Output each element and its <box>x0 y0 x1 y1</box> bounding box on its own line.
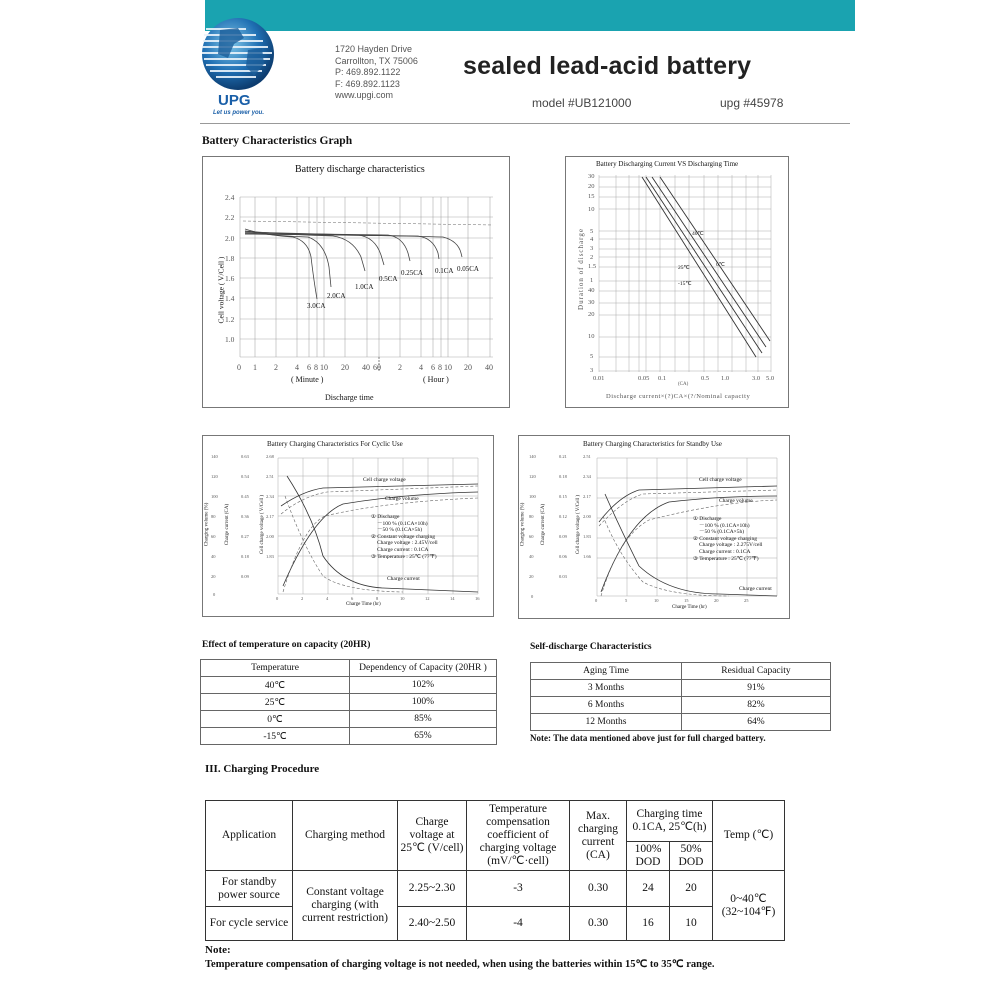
header-divider <box>200 123 850 124</box>
legend-line: －50 % (0.1CA×5h) <box>699 529 745 536</box>
self-discharge-heading: Self-discharge Characteristics <box>530 642 652 652</box>
xtick: 0.01 <box>593 375 605 382</box>
xtick: 2 <box>398 363 402 372</box>
standby-chart-title: Battery Charging Characteristics for Standby Use <box>583 440 722 448</box>
tick-current: 0.63 <box>241 454 249 459</box>
tick-voltage: 1.83 <box>583 534 591 539</box>
table-cell: 0.30 <box>570 871 627 907</box>
tick-current: 0.27 <box>241 534 249 539</box>
xtick: 2 <box>301 596 304 601</box>
legend-line: ① Discharge <box>693 516 722 522</box>
header-accent-bar <box>205 0 855 31</box>
current-time-chart-xlabel: Discharge current×(?)CA×(?/Nominal capacity <box>606 393 751 400</box>
curve-label: 3.0CA <box>307 302 326 310</box>
brand-name: UPG <box>218 92 251 109</box>
table-cell: 0℃ <box>201 711 350 728</box>
voltage-curve-label: Cell charge voltage <box>699 477 742 483</box>
table-row <box>531 714 831 731</box>
table-cell: 82% <box>682 697 831 714</box>
curve-label: 0.05CA <box>457 265 479 273</box>
xtick: 8 <box>314 363 318 372</box>
volume-axis-label: Charging volume (%) <box>520 502 526 547</box>
voltage-axis-label: Cell charge voltage ( V/Cell ) <box>260 494 266 555</box>
ytick: 2.2 <box>225 213 235 222</box>
tick-volume: 100 <box>529 494 536 499</box>
curve-label: 0℃ <box>716 262 725 268</box>
tick-current: 0.18 <box>241 554 249 559</box>
tick-volume: 140 <box>211 454 218 459</box>
cyclic-chart-title: Battery Charging Characteristics For Cyclic Use <box>267 440 403 448</box>
xtick: 12 <box>425 596 430 601</box>
tick-voltage: 2.51 <box>583 454 591 459</box>
legend-line: －50 % (0.1CA×5h) <box>377 527 423 534</box>
standby-chart-legend <box>693 516 762 562</box>
curve-label: 1.0CA <box>355 283 374 291</box>
tick-volume: 0 <box>213 592 216 597</box>
hour-axis-label: ( Hour ) <box>423 375 449 384</box>
table-cell: 25℃ <box>201 694 350 711</box>
table-header: 50% DOD <box>670 842 713 871</box>
voltage-curve-label: Cell charge voltage <box>363 477 406 483</box>
address-block <box>335 44 418 102</box>
xtick: 0 <box>595 598 598 603</box>
charging-procedure-table <box>205 800 785 941</box>
table-header: Temperature <box>201 660 350 677</box>
ytick: 20 <box>588 311 595 318</box>
tick-volume: 60 <box>529 534 534 539</box>
standby-chart-xlabel: Charge Time (hr) <box>672 605 707 610</box>
table-cell: 16 <box>627 907 670 941</box>
xtick: 4 <box>326 596 329 601</box>
table-header: Charging time 0.1CA, 25℃(h) <box>627 801 713 842</box>
address-line: 1720 Hayden Drive <box>335 44 413 54</box>
table-cell: -3 <box>467 871 570 907</box>
tick-current: 0.15 <box>559 494 567 499</box>
curve-label: 0.1CA <box>435 267 454 275</box>
table-cell: 10 <box>670 907 713 941</box>
table-header: Charge voltage at 25℃ (V/cell) <box>398 801 467 871</box>
table-header: Application <box>206 801 293 871</box>
tick-volume: 100 <box>211 494 218 499</box>
xtick: 20 <box>714 598 719 603</box>
model-number: model #UB121000 <box>532 96 632 110</box>
tick-current: 0.18 <box>559 474 567 479</box>
table-cell: 40℃ <box>201 677 350 694</box>
table-row <box>201 677 497 694</box>
table-cell: 0.30 <box>570 907 627 941</box>
curve-label: 25℃ <box>678 265 690 271</box>
document-title: sealed lead-acid battery <box>463 52 752 80</box>
current-curve-label: Charge current <box>739 586 772 592</box>
current-axis-label: Charge current (CA) <box>541 503 547 546</box>
xtick: 0.5 <box>701 375 710 382</box>
tick-voltage: 2.68 <box>266 454 274 459</box>
xtick: 10 <box>654 598 659 603</box>
tick-volume: 40 <box>211 554 216 559</box>
cyclic-chart-xlabel: Charge Time (hr) <box>346 602 381 607</box>
xtick: 3.0 <box>752 375 761 382</box>
xtick: 0.1 <box>658 375 667 382</box>
ytick: 2.4 <box>225 193 235 202</box>
xtick: 16 <box>475 596 480 601</box>
temp-capacity-heading: Effect of temperature on capacity (20HR) <box>202 640 371 650</box>
phone-line: P: 469.892.1122 <box>335 67 401 77</box>
brand-tagline: Let us power you. <box>213 110 265 116</box>
current-time-chart-title: Battery Discharging Current VS Discharging Time <box>596 160 739 168</box>
legend-line: Charge current : 0.1CA <box>699 548 751 555</box>
legend-line: Charge current : 0.1CA <box>377 546 429 553</box>
table-cell: -4 <box>467 907 570 941</box>
curve-label: -15℃ <box>678 281 692 287</box>
website-link[interactable]: www.upgi.com <box>335 90 394 100</box>
table-header: Temp (℃) <box>713 801 785 871</box>
xtick: 1.0 <box>721 375 730 382</box>
tick-voltage: 2.34 <box>266 494 274 499</box>
legend-line: ② Constant voltage charging <box>371 533 435 540</box>
table-header: Temperature compensation coefficient of charging voltage (mV/℃·cell) <box>467 801 570 871</box>
table-row <box>201 711 497 728</box>
standby-charging-chart <box>518 435 790 619</box>
tick-voltage: 2.17 <box>583 494 591 499</box>
current-time-chart <box>565 156 789 408</box>
xtick: 0 <box>276 596 279 601</box>
tick-current: 0.36 <box>241 514 249 519</box>
table-header-row <box>201 660 497 677</box>
tick-current: 0.21 <box>559 454 567 459</box>
ytick: 3 <box>590 245 594 252</box>
xtick: 2 <box>274 363 278 372</box>
table-row <box>206 907 785 941</box>
ytick: 4 <box>590 236 594 243</box>
globe-logo <box>198 14 278 94</box>
ytick: 2.0 <box>225 234 235 243</box>
charging-procedure-heading: III. Charging Procedure <box>205 763 320 775</box>
ytick: 40 <box>588 287 595 294</box>
table-header: Dependency of Capacity (20HR ) <box>350 660 497 677</box>
table-row <box>201 694 497 711</box>
tick-volume: 60 <box>211 534 216 539</box>
ytick: 1.4 <box>225 294 235 303</box>
table-cell: 65% <box>350 728 497 745</box>
discharge-chart-title: Battery discharge characteristics <box>295 164 425 175</box>
xtick: 20 <box>464 363 472 372</box>
charging-note-label: Note: <box>205 944 231 956</box>
tick-voltage: 2.51 <box>266 474 274 479</box>
xtick: 40 <box>485 363 493 372</box>
curve-label: 0.25CA <box>401 269 423 277</box>
tick-voltage: 2.00 <box>266 534 274 539</box>
table-cell: 102% <box>350 677 497 694</box>
charging-note-text: Temperature compensation of charging voltage is not needed, when using the batteries within 15℃ to 35℃ range. <box>205 959 715 970</box>
tick-voltage: 2.17 <box>266 514 274 519</box>
table-cell: 0~40℃ (32~104℉) <box>713 871 785 941</box>
current-axis-label: Charge current (CA) <box>225 503 231 546</box>
tick-volume: 20 <box>211 574 216 579</box>
tick-volume: 120 <box>211 474 218 479</box>
ytick: 1.5 <box>588 263 597 270</box>
xtick: 10 <box>400 596 405 601</box>
table-header: Charging method <box>293 801 398 871</box>
volume-axis-label: Charging volume (%) <box>204 502 210 547</box>
xtick: 15 <box>684 598 689 603</box>
xtick: 60 <box>373 363 381 372</box>
tick-volume: 40 <box>529 554 534 559</box>
table-cell: 85% <box>350 711 497 728</box>
table-cell: 91% <box>682 680 831 697</box>
xtick: 14 <box>450 596 455 601</box>
tick-voltage: 2.00 <box>583 514 591 519</box>
ytick: 15 <box>588 193 595 200</box>
tick-volume: 20 <box>529 574 534 579</box>
table-cell: For standby power source <box>206 871 293 907</box>
table-row <box>531 680 831 697</box>
table-cell: 3 Months <box>531 680 682 697</box>
tick-voltage: 1.83 <box>266 554 274 559</box>
table-cell: Constant voltage charging (with current restriction) <box>293 871 398 941</box>
ytick: 30 <box>588 173 595 180</box>
xtick: 4 <box>295 363 299 372</box>
xtick: 0 <box>237 363 241 372</box>
x-unit: (CA) <box>678 382 689 387</box>
xtick: 10 <box>444 363 452 372</box>
table-cell: 100% <box>350 694 497 711</box>
xtick: 20 <box>341 363 349 372</box>
legend-line: ② Constant voltage charging <box>693 535 757 542</box>
table-cell: 2.25~2.30 <box>398 871 467 907</box>
legend-line: Charge voltage : 2.275V/cell <box>699 542 763 549</box>
legend-line: －100 % (0.1CA×10h) <box>699 522 750 529</box>
curve-label: 2.0CA <box>327 292 346 300</box>
xtick: 6 <box>431 363 435 372</box>
legend-line: ③ Temperature : 25℃ (77℉) <box>693 555 759 562</box>
ytick: 1 <box>590 277 594 284</box>
fax-line: F: 469.892.1123 <box>335 78 400 89</box>
xtick: 6 <box>307 363 311 372</box>
current-curve-label: Charge current <box>387 576 420 582</box>
volume-curve-label: Charge volume <box>719 498 753 504</box>
tick-volume: 80 <box>529 514 534 519</box>
table-cell: -15℃ <box>201 728 350 745</box>
tick-current: 0.45 <box>241 494 249 499</box>
ytick: 3 <box>590 367 594 374</box>
xtick: 5.0 <box>766 375 775 382</box>
table-header: Max. charging current (CA) <box>570 801 627 871</box>
table-header-row <box>206 801 785 842</box>
voltage-axis-label: Cell charge voltage ( V/Cell ) <box>576 494 582 555</box>
tick-volume: 80 <box>211 514 216 519</box>
address-line: Carrollton, TX 75006 <box>335 55 418 66</box>
ytick: 5 <box>590 353 594 360</box>
table-row <box>206 871 785 907</box>
tick-volume: 120 <box>529 474 536 479</box>
graph-section-heading: Battery Characteristics Graph <box>202 135 353 147</box>
tick-current: 0.03 <box>559 574 567 579</box>
self-discharge-table <box>530 662 831 731</box>
cyclic-charging-chart <box>202 435 494 617</box>
table-cell: 20 <box>670 871 713 907</box>
tick-volume: 140 <box>529 454 536 459</box>
temp-capacity-table <box>200 659 497 745</box>
ytick: 20 <box>588 183 595 190</box>
ytick: 10 <box>588 333 595 340</box>
legend-line: Charge voltage : 2.45V/cell <box>377 540 438 547</box>
ytick: 5 <box>590 228 594 235</box>
minute-axis-label: ( Minute ) <box>291 375 324 384</box>
upg-number: upg #45978 <box>720 96 784 110</box>
table-header: Residual Capacity <box>682 663 831 680</box>
xtick: 40 <box>362 363 370 372</box>
discharge-chart <box>202 156 510 408</box>
ytick: 10 <box>588 206 595 213</box>
ytick: 1.0 <box>225 335 235 344</box>
table-header: Aging Time <box>531 663 682 680</box>
xtick: 6 <box>351 596 354 601</box>
xtick: 8 <box>376 596 379 601</box>
xtick: 4 <box>419 363 423 372</box>
tick-current: 0.09 <box>559 534 567 539</box>
ytick: 1.8 <box>225 254 235 263</box>
cyclic-chart-legend <box>371 514 438 560</box>
curve-label: 0.5CA <box>379 275 398 283</box>
table-row <box>201 728 497 745</box>
xtick: 5 <box>625 598 628 603</box>
table-cell: 64% <box>682 714 831 731</box>
tick-current: 0.06 <box>559 554 567 559</box>
table-cell: 2.40~2.50 <box>398 907 467 941</box>
legend-line: ① Discharge <box>371 514 400 520</box>
tick-current: 0.54 <box>241 474 249 479</box>
table-cell: 12 Months <box>531 714 682 731</box>
volume-curve-label: Charge volume <box>385 496 419 502</box>
tick-voltage: 2.34 <box>583 474 591 479</box>
xtick: 8 <box>438 363 442 372</box>
tick-voltage: 1.66 <box>583 554 591 559</box>
table-row <box>531 697 831 714</box>
xtick: 10 <box>320 363 328 372</box>
legend-line: ③ Temperature : 25℃ (77℉) <box>371 553 437 560</box>
tick-current: 0.12 <box>559 514 567 519</box>
curve-label: 40℃ <box>692 231 704 237</box>
self-discharge-note: Note: The data mentioned above just for full charged battery. <box>530 733 766 743</box>
table-cell: For cycle service <box>206 907 293 941</box>
ytick: 2 <box>590 254 594 261</box>
xtick: 0.05 <box>638 375 650 382</box>
tick-current: 0.09 <box>241 574 249 579</box>
table-header-row <box>531 663 831 680</box>
tick-volume: 0 <box>531 594 534 599</box>
xtick: 1 <box>253 363 257 372</box>
table-header: 100% DOD <box>627 842 670 871</box>
discharge-chart-ylabel: Cell voltage ( V/Cell ) <box>216 256 226 324</box>
legend-line: －100 % (0.1CA×10h) <box>377 520 428 527</box>
xtick: 25 <box>744 598 749 603</box>
ytick: 1.2 <box>225 315 235 324</box>
current-time-chart-ylabel: Duration of discharge <box>576 228 585 310</box>
table-cell: 24 <box>627 871 670 907</box>
discharge-chart-xlabel: Discharge time <box>325 393 374 402</box>
ytick: 1.6 <box>225 274 235 283</box>
ytick: 30 <box>588 299 595 306</box>
table-cell: 6 Months <box>531 697 682 714</box>
